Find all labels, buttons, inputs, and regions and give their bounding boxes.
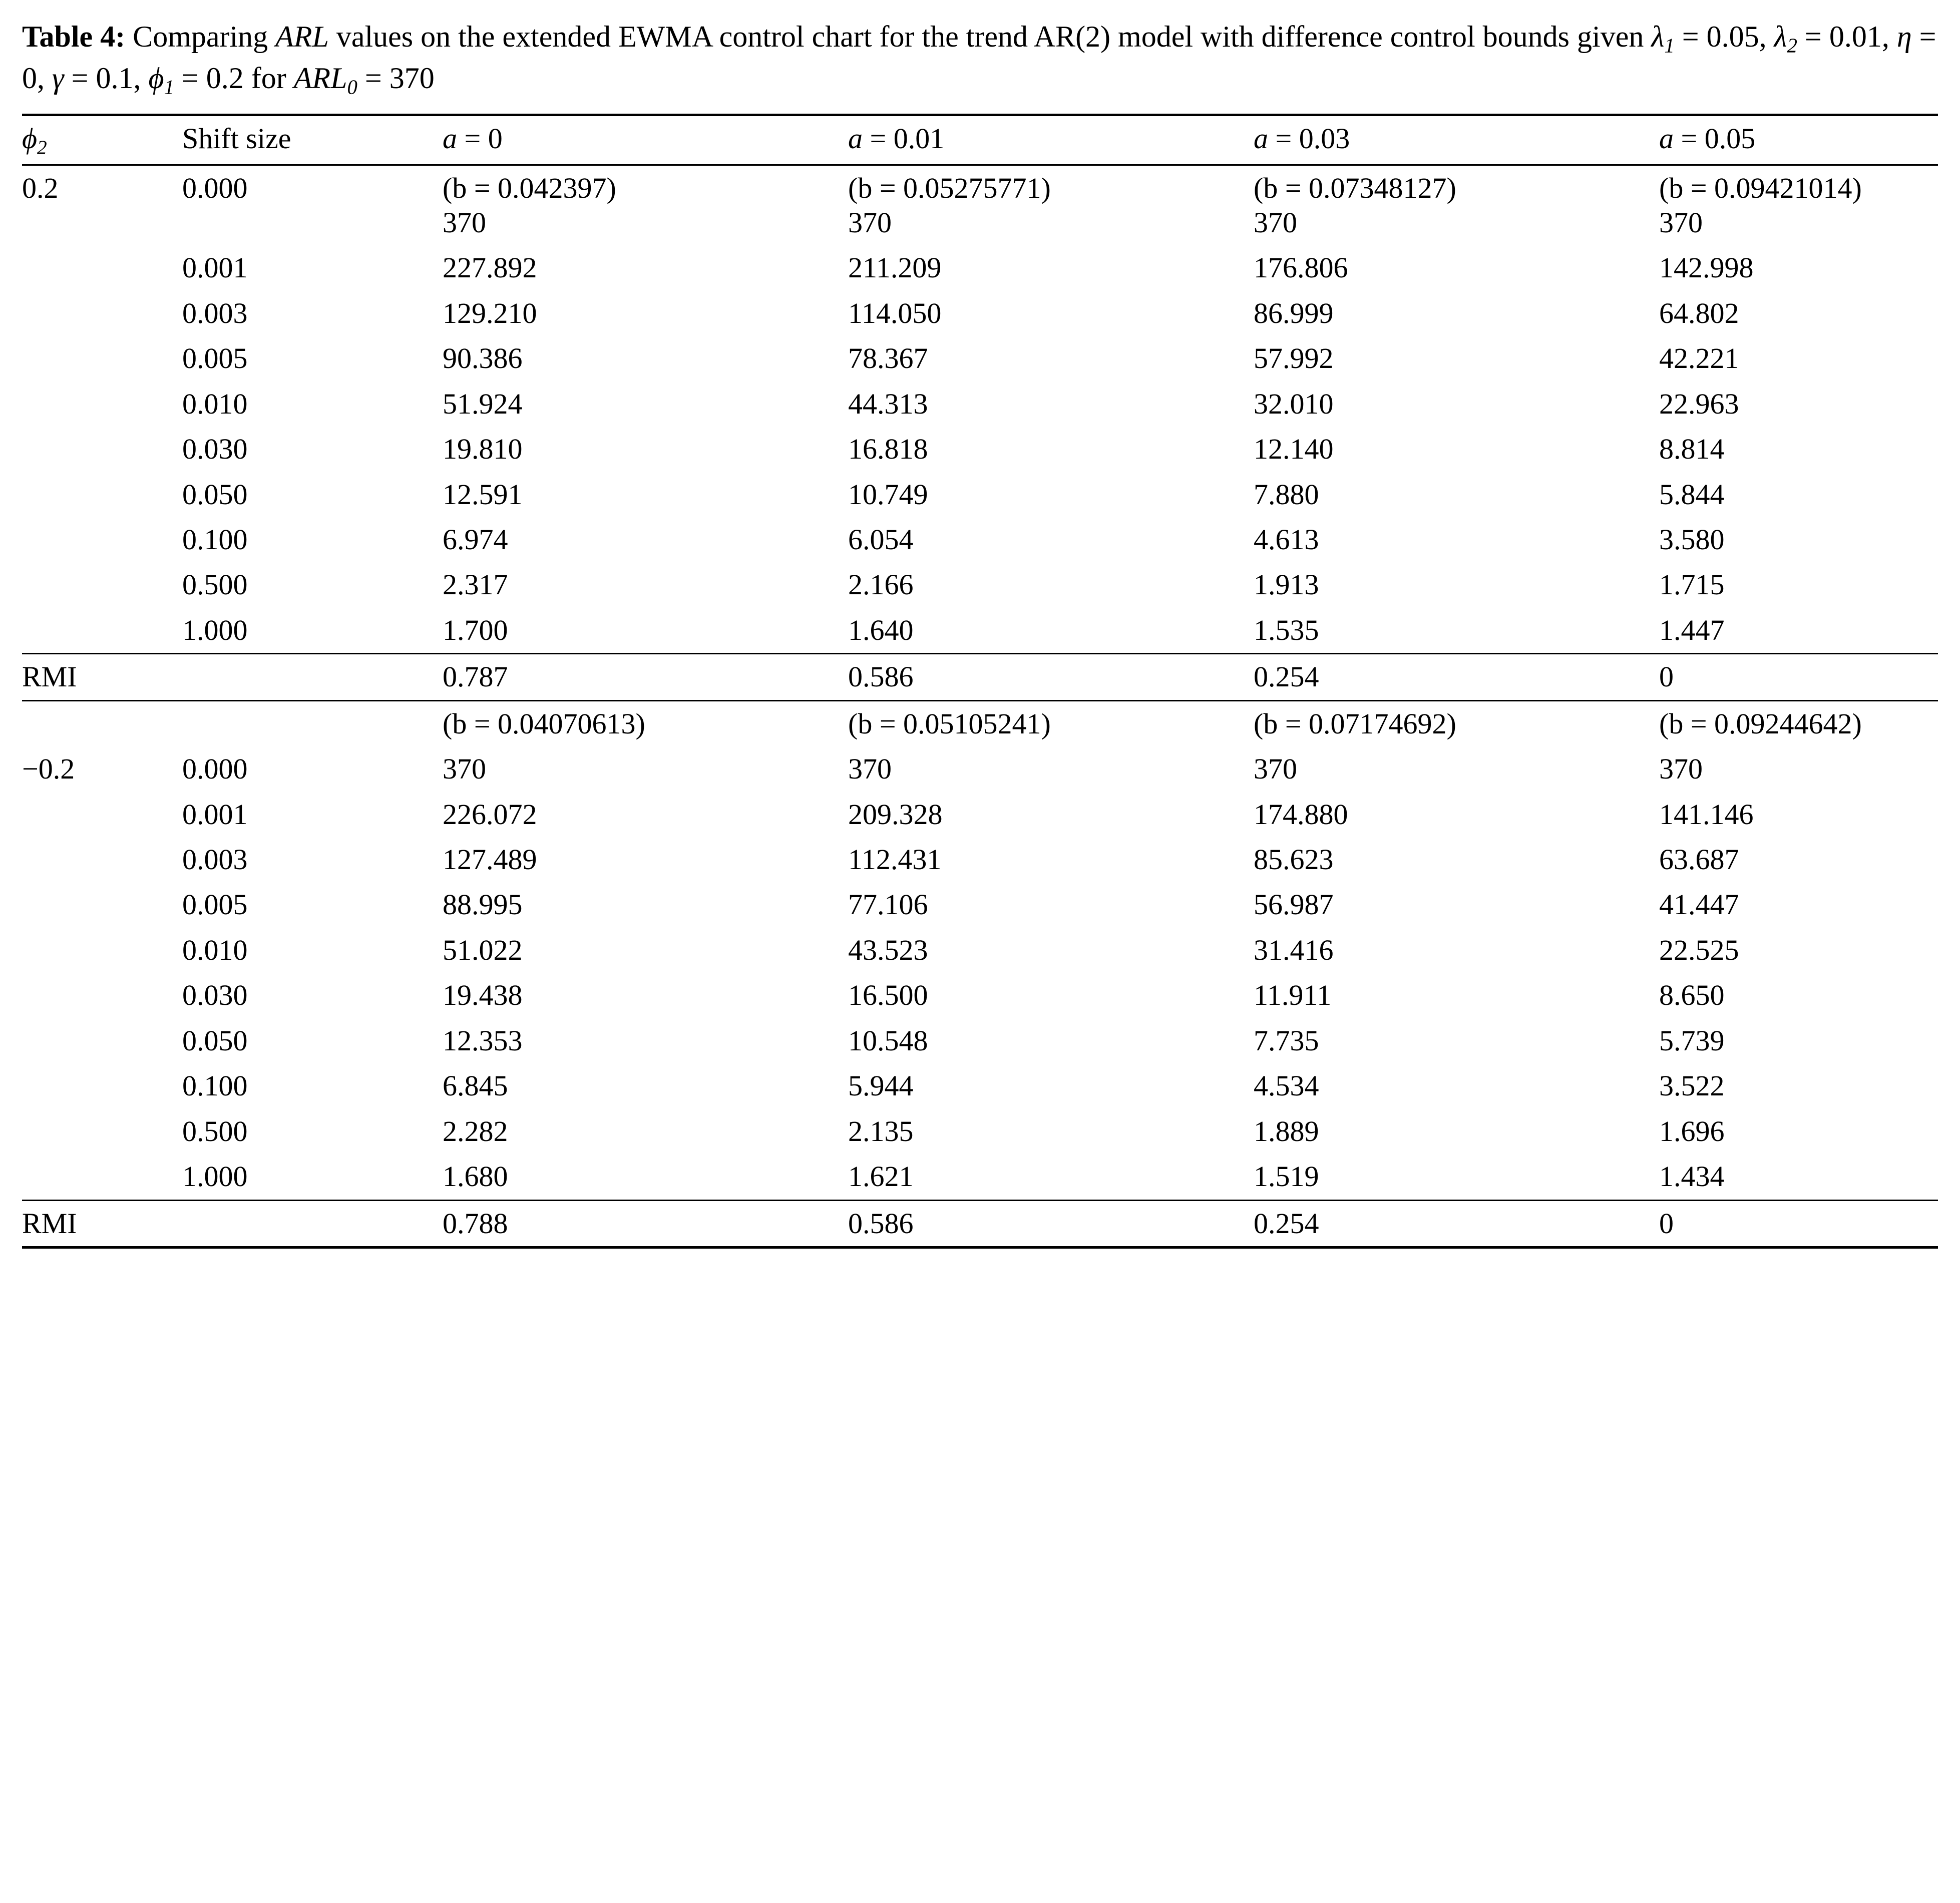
table-row [22,928,1938,973]
header-a-005 [1659,115,1938,165]
table-row [22,427,1938,472]
cell-a0: 12.353 [443,1024,523,1057]
b-value: (b = 0.042397) [443,172,616,205]
cell-a003: 32.010 [1254,387,1334,420]
caption-lambda2-sub: 2 [1787,34,1797,57]
phi2-value-empty [22,1018,182,1063]
cell-a0: 19.438 [443,979,523,1012]
table-row [22,1109,1938,1154]
header-a-003-symbol: a [1254,122,1268,155]
header-phi2-sub: 2 [37,136,47,158]
cell-a0: 90.386 [443,342,523,375]
cell-a005: 64.802 [1659,296,1739,329]
shift-size: 0.001 [182,251,248,284]
phi2-value-empty [22,792,182,837]
table-row [22,882,1938,927]
caption-label: Table 4: [22,20,126,53]
cell-a003: 1.519 [1254,1160,1319,1193]
table-row [22,336,1938,381]
cell-a0: 6.974 [443,523,508,556]
b-value: (b = 0.09421014) [1659,172,1862,205]
phi2-value-empty [22,1109,182,1154]
phi2-value-empty [22,882,182,927]
cell-a0: 2.282 [443,1114,508,1148]
rmi-label: RMI [22,654,182,700]
cell-a001 [848,165,1254,245]
shift-size: 0.100 [182,1069,248,1102]
b-value: (b = 0.07174692) [1254,700,1659,746]
rmi-a0: 0.788 [443,1200,848,1247]
cell-a003: 1.889 [1254,1114,1319,1148]
b-value: (b = 0.05105241) [848,700,1254,746]
cell-a003: 56.987 [1254,888,1334,921]
table-row [22,608,1938,654]
shift-size: 0.010 [182,933,248,966]
header-a-0 [443,115,848,165]
caption-arl0: ARL [293,62,347,95]
shift-size: 0.000 [182,165,443,245]
cell-a005 [1659,165,1938,245]
rmi-a0: 0.787 [443,654,848,700]
table-row [22,382,1938,427]
cell-a0: 2.317 [443,568,508,601]
b-value: (b = 0.07348127) [1254,172,1456,205]
cell-a003: 174.880 [1254,798,1348,831]
caption-arl0-val: = 370 [357,62,435,95]
phi2-value-empty [22,562,182,607]
rmi-spacer [182,1200,443,1247]
cell-a005: 22.525 [1659,933,1739,966]
cell-a005: 42.221 [1659,342,1739,375]
rmi-a001: 0.586 [848,654,1254,700]
header-a-0-symbol: a [443,122,457,155]
cell-a003: 1.913 [1254,568,1319,601]
cell-a001: 114.050 [848,296,942,329]
cell-a005: 8.814 [1659,433,1725,466]
cell-a005: 142.998 [1659,251,1754,284]
caption-phi1: ϕ [148,62,164,95]
header-a-0-value: = 0 [457,122,503,155]
cell-a001: 16.818 [848,433,928,466]
header-a-005-symbol: a [1659,122,1674,155]
cell-a005: 3.522 [1659,1069,1725,1102]
phi2-value-empty [22,928,182,973]
phi2-value-empty [22,472,182,517]
cell-a005: 1.434 [1659,1160,1725,1193]
shift-size: 0.005 [182,342,248,375]
header-a-005-value: = 0.05 [1674,122,1756,155]
cell-a003: 1.535 [1254,613,1319,646]
cell-a003: 31.416 [1254,933,1334,966]
rmi-row [22,654,1938,700]
header-a-003-value: = 0.03 [1268,122,1350,155]
caption-gamma: γ [52,62,64,95]
phi2-value-empty [22,382,182,427]
cell-a005: 3.580 [1659,523,1725,556]
shift-size: 0.003 [182,843,248,876]
table-row [22,517,1938,562]
table-row [22,291,1938,336]
cell-a003: 4.534 [1254,1069,1319,1102]
caption-eta-val: = 0, [22,20,1936,95]
phi2-value-empty [22,1154,182,1200]
cell-a0: 1.680 [443,1160,508,1193]
shift-size: 1.000 [182,613,248,646]
cell-a005: 5.844 [1659,478,1725,511]
cell-a0: 226.072 [443,798,537,831]
cell-a003 [1254,165,1659,245]
caption-phi1-val: = 0.2 for [174,62,294,95]
cell-a0: 12.591 [443,478,523,511]
table-row [22,562,1938,607]
table-row [22,245,1938,290]
shift-size: 0.500 [182,568,248,601]
caption-lambda1-val: = 0.05, [1674,20,1774,53]
phi2-value: 0.2 [22,165,182,245]
phi2-value-empty [22,427,182,472]
cell-a0: 370 [443,752,486,786]
cell-a001: 44.313 [848,387,928,420]
cell-a001: 10.749 [848,478,928,511]
header-a-001-value: = 0.01 [863,122,945,155]
cell-a0: 51.924 [443,387,523,420]
table-row [22,472,1938,517]
b-value: (b = 0.04070613) [443,700,848,746]
arl-value: 370 [1254,206,1297,239]
cell-a005: 141.146 [1659,798,1754,831]
cell-a001: 6.054 [848,523,914,556]
cell-a005: 41.447 [1659,888,1739,921]
cell-a005: 22.963 [1659,387,1739,420]
cell-a0: 1.700 [443,613,508,646]
cell-a0 [443,165,848,245]
header-phi2-symbol: ϕ [22,122,38,155]
cell-a0: 129.210 [443,296,537,329]
header-a-001-symbol: a [848,122,863,155]
caption-lambda2-val: = 0.01, [1797,20,1897,53]
cell-a0: 6.845 [443,1069,508,1102]
phi2-value-empty [22,608,182,654]
phi2-value-empty [22,517,182,562]
cell-a001: 209.328 [848,798,943,831]
phi2-value-empty [22,837,182,882]
rmi-a005: 0 [1659,1200,1938,1247]
shift-size: 0.005 [182,888,248,921]
cell-a003: 57.992 [1254,342,1334,375]
rmi-spacer [182,654,443,700]
cell-a003: 370 [1254,752,1297,786]
header-shift-size: Shift size [182,115,443,165]
caption-lambda1-sub: 1 [1664,34,1675,57]
cell-a001: 211.209 [848,251,942,284]
phi2-value-empty [22,973,182,1018]
cell-a001: 77.106 [848,888,928,921]
table-header-row [22,115,1938,165]
cell-a003: 86.999 [1254,296,1334,329]
cell-a001: 10.548 [848,1024,928,1057]
caption-lambda1: λ [1651,20,1665,53]
rmi-label: RMI [22,1200,182,1247]
cell-a001: 1.640 [848,613,914,646]
arl-value: 370 [848,206,892,239]
table-row [22,746,1938,792]
cell-a0: 51.022 [443,933,523,966]
caption-text-1: Comparing [125,20,276,53]
cell-a001: 43.523 [848,933,928,966]
shift-size-empty [182,700,443,746]
cell-a0: 127.489 [443,843,537,876]
shift-size: 0.050 [182,478,248,511]
shift-size: 0.001 [182,798,248,831]
phi2-value-empty [22,245,182,290]
b-values-row [22,700,1938,746]
shift-size: 0.050 [182,1024,248,1057]
arl-value: 370 [443,206,486,239]
table-caption [22,17,1938,101]
cell-a005: 63.687 [1659,843,1739,876]
table-row [22,1018,1938,1063]
caption-arl: ARL [275,20,329,53]
cell-a005: 1.715 [1659,568,1725,601]
cell-a003: 11.911 [1254,979,1332,1012]
arl-value: 370 [1659,206,1703,239]
header-a-001 [848,115,1254,165]
phi2-value-empty [22,700,182,746]
caption-lambda2: λ [1774,20,1787,53]
table-row [22,792,1938,837]
cell-a001: 112.431 [848,843,942,876]
cell-a0: 227.892 [443,251,537,284]
table-row [22,165,1938,245]
rmi-a003: 0.254 [1254,1200,1659,1247]
cell-a0: 19.810 [443,433,523,466]
caption-arl0-sub: 0 [347,76,357,99]
cell-a0: 88.995 [443,888,523,921]
header-a-003 [1254,115,1659,165]
cell-a001: 5.944 [848,1069,914,1102]
cell-a003: 176.806 [1254,251,1348,284]
cell-a001: 1.621 [848,1160,914,1193]
table-row [22,837,1938,882]
table-row [22,973,1938,1018]
rmi-a005: 0 [1659,654,1938,700]
phi2-value-empty [22,1063,182,1108]
rmi-row [22,1200,1938,1247]
shift-size: 0.030 [182,433,248,466]
cell-a003: 12.140 [1254,433,1334,466]
cell-a001: 370 [848,752,892,786]
rmi-a003: 0.254 [1254,654,1659,700]
shift-size: 0.010 [182,387,248,420]
b-value: (b = 0.09244642) [1659,700,1938,746]
phi2-value: −0.2 [22,752,75,786]
shift-size: 0.003 [182,296,248,329]
caption-phi1-sub: 1 [164,76,174,99]
shift-size: 0.500 [182,1114,248,1148]
cell-a005: 370 [1659,752,1703,786]
cell-a003: 4.613 [1254,523,1319,556]
cell-a005: 5.739 [1659,1024,1725,1057]
cell-a001: 78.367 [848,342,928,375]
cell-a005: 1.447 [1659,613,1725,646]
cell-a003: 7.735 [1254,1024,1319,1057]
cell-a001: 2.135 [848,1114,914,1148]
caption-text-2: values on the extended EWMA control chart for the trend AR(2) model with difference control bounds given [328,20,1652,53]
rmi-a001: 0.586 [848,1200,1254,1247]
cell-a001: 2.166 [848,568,914,601]
header-phi2 [22,115,182,165]
shift-size: 0.030 [182,979,248,1012]
b-value: (b = 0.05275771) [848,172,1051,205]
table-row [22,1063,1938,1108]
arl-table [22,114,1938,1249]
cell-a005: 8.650 [1659,979,1725,1012]
phi2-value-empty [22,291,182,336]
shift-size: 0.000 [182,752,248,786]
caption-eta: η [1896,20,1912,53]
cell-a005: 1.696 [1659,1114,1725,1148]
table-row [22,1154,1938,1200]
cell-a003: 85.623 [1254,843,1334,876]
caption-gamma-val: = 0.1, [64,62,149,95]
cell-a001: 16.500 [848,979,928,1012]
phi2-value-empty [22,336,182,381]
cell-a003: 7.880 [1254,478,1319,511]
shift-size: 1.000 [182,1160,248,1193]
shift-size: 0.100 [182,523,248,556]
